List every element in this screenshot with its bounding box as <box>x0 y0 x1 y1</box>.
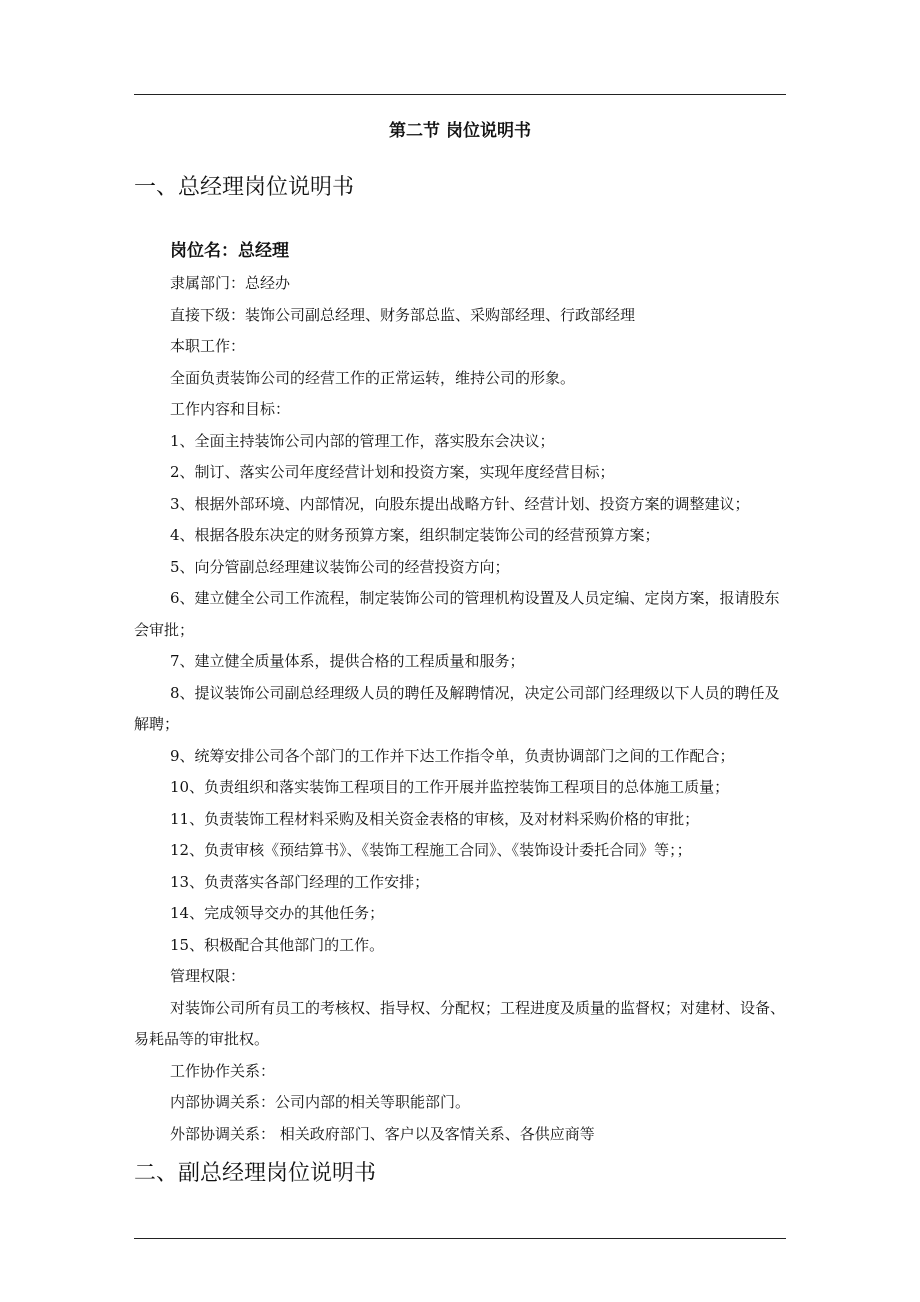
paragraph: 隶属部门：总经办 <box>170 274 291 292</box>
list-item: 15、积极配合其他部门的工作。 <box>170 935 385 954</box>
list-item: 1、全面主持装饰公司内部的管理工作，落实股东会决议； <box>170 431 555 450</box>
list-item: 14、完成领导交办的其他任务； <box>170 904 385 922</box>
footer-rule <box>134 1238 786 1239</box>
paragraph: 外部协调关系： 相关政府部门、客户以及客情关系、各供应商等 <box>170 1124 595 1143</box>
list-item: 2、制订、落实公司年度经营计划和投资方案，实现年度经营目标； <box>170 463 615 481</box>
paragraph: 全面负责装饰公司的经营工作的正常运转，维持公司的形象。 <box>170 368 576 387</box>
paragraph: 本职工作： <box>170 337 246 355</box>
heading-general-manager: 一、总经理岗位说明书 <box>134 175 355 200</box>
list-item: 10、负责组织和落实装饰工程项目的工作开展并监控装饰工程项目的总体施工质量； <box>170 778 730 796</box>
list-item: 8、提议装饰公司副总经理级人员的聘任及解聘情况，决定公司部门经理级以下人员的聘任及解聘； <box>134 683 780 733</box>
list-item: 13、负责落实各部门经理的工作安排； <box>170 872 430 891</box>
list-item: 12、负责审核《预结算书》、《装饰工程施工合同》、《装饰设计委托合同》等；； <box>170 841 692 859</box>
list-item: 3、根据外部环境、内部情况，向股东提出战略方针、经营计划、投资方案的调整建议； <box>170 494 750 513</box>
paragraph: 管理权限： <box>170 967 246 985</box>
header-rule <box>134 94 786 95</box>
paragraph: 工作内容和目标： <box>170 400 291 418</box>
paragraph: 对装饰公司所有员工的考核权、指导权、分配权；工程进度及质量的监督权；对建材、设备、易耗品等的审批权。 <box>134 998 786 1048</box>
list-item: 6、建立健全公司工作流程，制定装饰公司的管理机构设置及人员定编、定岗方案，报请股东会审批； <box>134 589 780 639</box>
section-title: 第二节 岗位说明书 <box>389 121 531 141</box>
list-item: 11、负责装饰工程材料采购及相关资金表格的审核，及对材料采购价格的审批； <box>170 809 700 828</box>
list-item: 5、向分管副总经理建议装饰公司的经营投资方向； <box>170 557 510 576</box>
heading-deputy-general-manager: 二、副总经理岗位说明书 <box>134 1161 377 1186</box>
job-description-body <box>134 268 786 1150</box>
paragraph: 工作协作关系： <box>170 1061 276 1080</box>
list-item: 7、建立健全质量体系，提供合格的工程质量和服务； <box>170 652 525 670</box>
position-title: 岗位名：总经理 <box>170 241 289 261</box>
list-item: 4、根据各股东决定的财务预算方案，组织制定装饰公司的经营预算方案； <box>170 526 660 544</box>
list-item: 9、统筹安排公司各个部门的工作并下达工作指令单，负责协调部门之间的工作配合； <box>170 746 735 765</box>
paragraph: 内部协调关系：公司内部的相关等职能部门。 <box>170 1093 471 1111</box>
paragraph: 直接下级：装饰公司副总经理、财务部总监、采购部经理、行政部经理 <box>170 305 636 324</box>
